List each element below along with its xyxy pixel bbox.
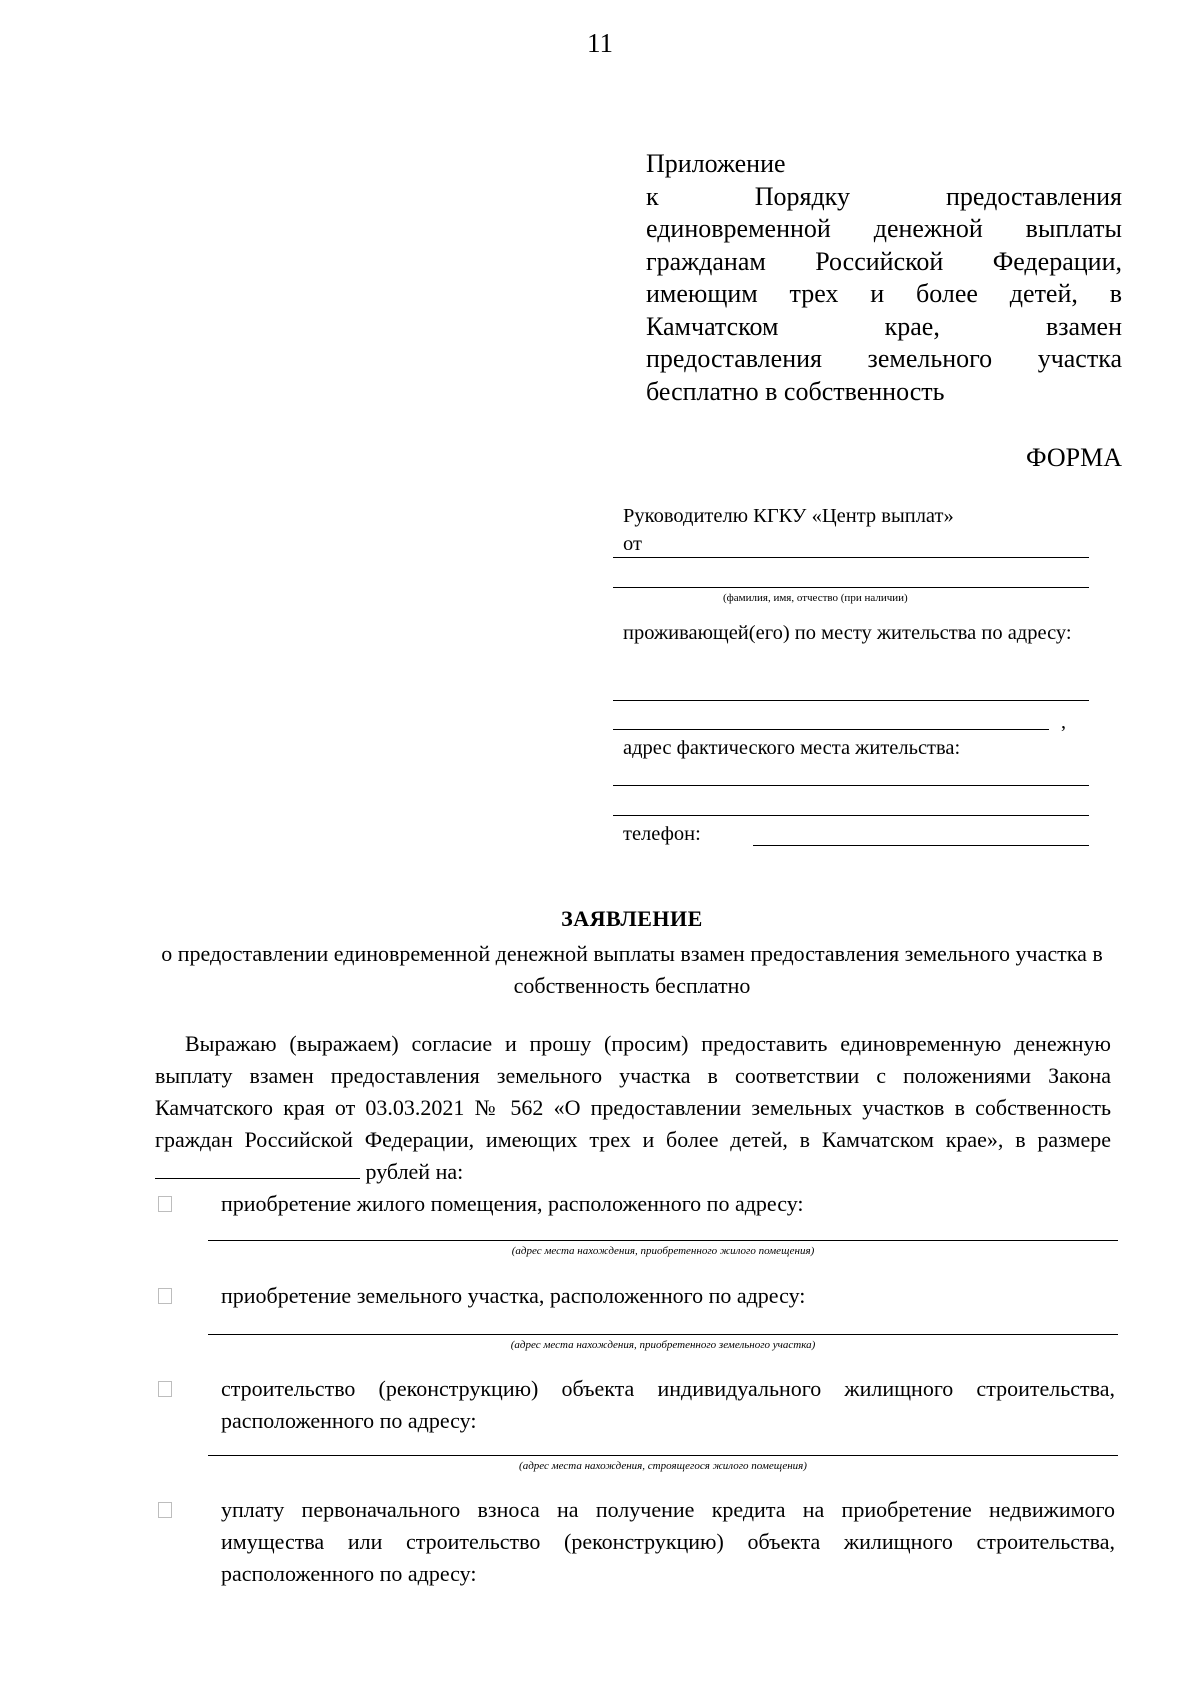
option-caption: (адрес места нахождения, приобретенного земельного участка) bbox=[510, 1339, 816, 1351]
option-address-line[interactable] bbox=[208, 1240, 1118, 1241]
appendix-line: Камчатском крае, взамен bbox=[646, 311, 1122, 341]
residence-label: проживающей(его) по месту жительства по адресу: bbox=[623, 622, 1072, 644]
form-label: ФОРМА bbox=[1026, 443, 1122, 472]
addressee-from: от bbox=[623, 533, 642, 555]
statement-text: Выражаю (выражаем) согласие и прошу (просим) предоставить единовременную денежную выплату взамен предоставления земельного участка в соответствии с положениями Закона Камчатского края от 03.03.2021 № 562 «О предоставлении земельных участков в собственность граждан Российской Федерации, имеющих трех и более детей, в Камчатском крае», в размере bbox=[155, 1031, 1111, 1152]
actual-address-label: адрес фактического места жительства: bbox=[623, 737, 961, 759]
residence-address-line[interactable] bbox=[613, 700, 1089, 701]
option-caption: (адрес места нахождения, приобретенного жилого помещения) bbox=[511, 1245, 815, 1257]
option-label: приобретение жилого помещения, расположенного по адресу: bbox=[221, 1191, 804, 1216]
option-checkbox[interactable] bbox=[158, 1381, 172, 1397]
option-label: строительство (реконструкцию) объекта индивидуального жилищного строительства, расположенного по адресу: bbox=[221, 1376, 1115, 1433]
appendix-line: гражданам Российской Федерации, bbox=[646, 246, 1122, 276]
option-label: уплату первоначального взноса на получение кредита на приобретение недвижимого имущества или строительство (реконструкцию) объекта жилищного строительства, расположенного по адресу: bbox=[221, 1497, 1115, 1586]
document-title: ЗАЯВЛЕНИЕ bbox=[561, 906, 703, 931]
appendix-line: к Порядку предоставления bbox=[646, 181, 1122, 211]
appendix-line: бесплатно в собственность bbox=[646, 376, 945, 406]
option-caption: (адрес места нахождения, строящегося жилого помещения) bbox=[519, 1460, 807, 1472]
name-caption: (фамилия, имя, отчество (при наличии) bbox=[723, 592, 908, 604]
residence-address-line-2[interactable] bbox=[613, 729, 1049, 730]
actual-address-line[interactable] bbox=[613, 785, 1089, 786]
option-mortgage bbox=[155, 1494, 1115, 1590]
actual-address-line-2[interactable] bbox=[613, 815, 1089, 816]
appendix-line: имеющим трех и более детей, в bbox=[646, 279, 1122, 308]
appendix-block bbox=[646, 148, 1122, 408]
option-address-line[interactable] bbox=[208, 1455, 1118, 1456]
appendix-line: предоставления земельного участка bbox=[646, 344, 1122, 373]
option-checkbox[interactable] bbox=[158, 1196, 172, 1212]
addressee-to: Руководителю КГКУ «Центр выплат» bbox=[623, 505, 954, 527]
amount-blank[interactable] bbox=[155, 1160, 360, 1179]
phone-label: телефон: bbox=[623, 823, 701, 845]
option-checkbox[interactable] bbox=[158, 1288, 172, 1304]
phone-line[interactable] bbox=[753, 845, 1089, 846]
appendix-line: Приложение bbox=[646, 149, 786, 178]
comma: , bbox=[1061, 711, 1066, 733]
document-subtitle: о предоставлении единовременной денежной выплаты взамен предоставления земельного участка в собственность бесплатно bbox=[161, 941, 1103, 998]
statement-paragraph bbox=[155, 1028, 1111, 1188]
option-label: приобретение земельного участка, расположенного по адресу: bbox=[221, 1283, 806, 1308]
option-checkbox[interactable] bbox=[158, 1502, 172, 1518]
option-address-line[interactable] bbox=[208, 1334, 1118, 1335]
option-land bbox=[155, 1280, 1115, 1312]
page-number: 11 bbox=[587, 28, 613, 58]
option-housing bbox=[155, 1188, 1115, 1220]
option-construction bbox=[155, 1373, 1115, 1437]
appendix-line: единовременной денежной выплаты bbox=[646, 214, 1122, 243]
from-name-line[interactable] bbox=[613, 557, 1089, 558]
statement-text-end: рублей на: bbox=[365, 1159, 464, 1184]
from-name-line-2[interactable] bbox=[613, 587, 1089, 588]
